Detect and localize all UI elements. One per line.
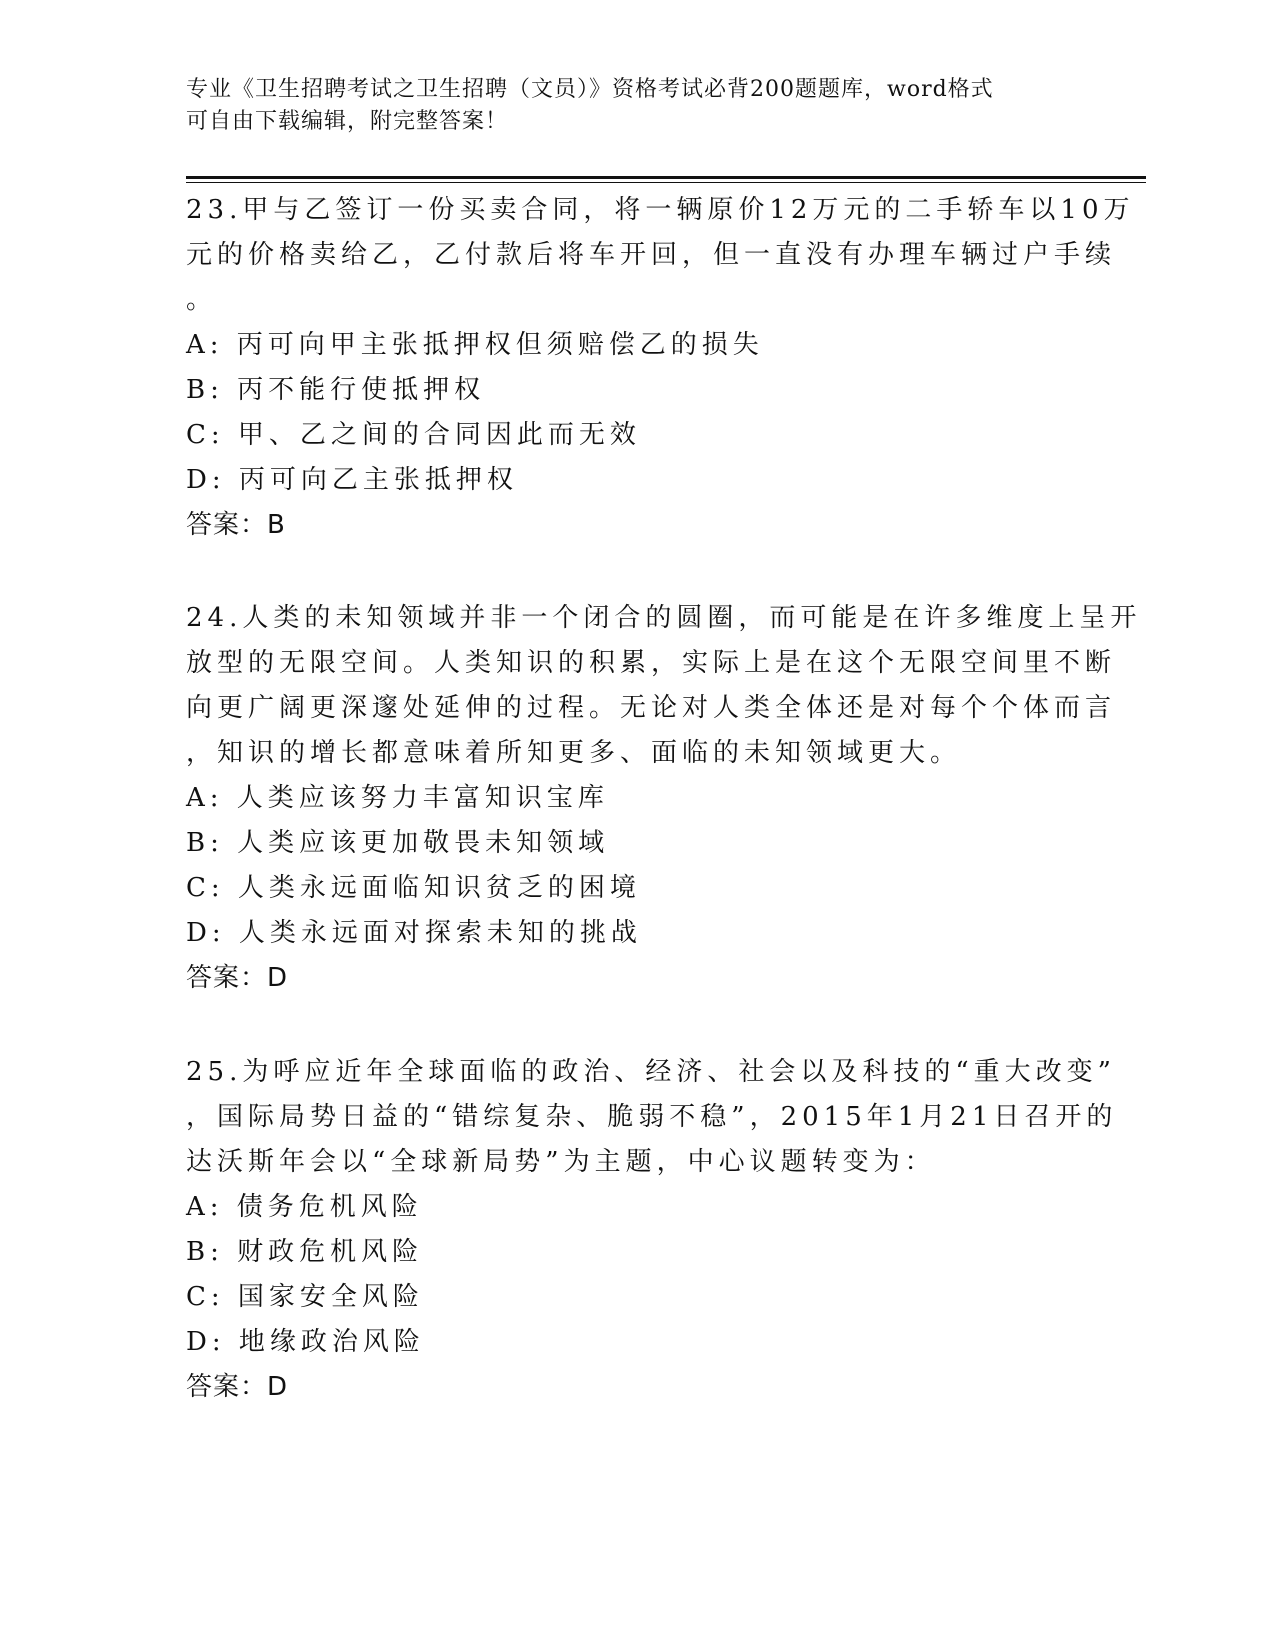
option-c: C: 人类永远面临知识贫乏的困境 bbox=[186, 873, 641, 903]
option-d: D: 人类永远面对探索未知的挑战 bbox=[186, 918, 642, 948]
option-b: B: 财政危机风险 bbox=[186, 1237, 424, 1267]
option-a: A: 人类应该努力丰富知识宝库 bbox=[186, 783, 609, 813]
answer-line: 答案：D bbox=[186, 1372, 289, 1402]
question-23 bbox=[186, 188, 1135, 548]
question-text-line: 23.甲与乙签订一份买卖合同，将一辆原价12万元的二手轿车以10万 bbox=[186, 195, 1135, 225]
header-divider-thin bbox=[186, 182, 1146, 183]
question-text-line: 25.为呼应近年全球面临的政治、经济、社会以及科技的“重大改变” bbox=[186, 1057, 1116, 1087]
option-d: D: 丙可向乙主张抵押权 bbox=[186, 465, 518, 495]
question-text-line: 24.人类的未知领域并非一个闭合的圆圈，而可能是在许多维度上呈开 bbox=[186, 603, 1142, 633]
question-text-line: ，国际局势日益的“错综复杂、脆弱不稳”，2015年1月21日召开的 bbox=[186, 1102, 1118, 1132]
option-d: D: 地缘政治风险 bbox=[186, 1327, 425, 1357]
header-divider-thick bbox=[186, 176, 1146, 179]
header-line-1: 专业《卫生招聘考试之卫生招聘（文员）》资格考试必背200题题库，word格式 bbox=[186, 77, 994, 102]
question-text-line: 达沃斯年会以“全球新局势”为主题，中心议题转变为： bbox=[186, 1147, 936, 1177]
header-line-2: 可自由下载编辑，附完整答案！ bbox=[186, 109, 509, 134]
option-a: A: 丙可向甲主张抵押权但须赔偿乙的损失 bbox=[186, 330, 764, 360]
question-text-line: 元的价格卖给乙，乙付款后将车开回，但一直没有办理车辆过户手续 bbox=[186, 240, 1117, 270]
option-b: B: 人类应该更加敬畏未知领域 bbox=[186, 828, 610, 858]
question-24 bbox=[186, 596, 1142, 1001]
question-text-line: 向更广阔更深邃处延伸的过程。无论对人类全体还是对每个个体而言 bbox=[186, 693, 1117, 723]
question-25 bbox=[186, 1050, 1118, 1410]
option-a: A: 债务危机风险 bbox=[186, 1192, 423, 1222]
answer-line: 答案：B bbox=[186, 510, 286, 540]
option-c: C: 国家安全风险 bbox=[186, 1282, 424, 1312]
question-text-line: ，知识的增长都意味着所知更多、面临的未知领域更大。 bbox=[186, 738, 962, 768]
document-header bbox=[186, 74, 1066, 138]
option-c: C: 甲、乙之间的合同因此而无效 bbox=[186, 420, 641, 450]
question-text-line: 放型的无限空间。人类知识的积累，实际上是在这个无限空间里不断 bbox=[186, 648, 1117, 678]
question-text-line: 。 bbox=[186, 285, 218, 315]
answer-line: 答案：D bbox=[186, 963, 289, 993]
option-b: B: 丙不能行使抵押权 bbox=[186, 375, 486, 405]
